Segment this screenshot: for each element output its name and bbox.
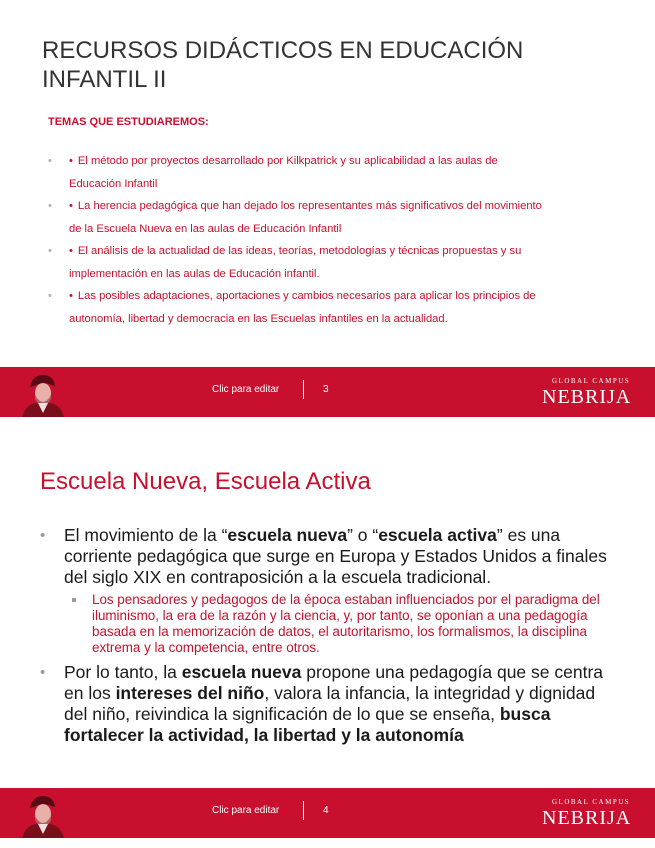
slide-title: RECURSOS DIDÁCTICOS EN EDUCACIÓN INFANTIL II <box>42 37 524 93</box>
list-item: • • El análisis de la actualidad de las ideas, teorías, metodologías y técnicas propuestas y su implementación en las aulas de Educación infantil. <box>48 240 623 285</box>
bullet-icon: • <box>69 290 73 302</box>
sub-paragraph: Los pensadores y pedagogos de la época estaban influenciados por el paradigma del iluminismo, la era de la razón y la ciencia, y, por tanto, se oponían a una pedagogía basada en la memorización de datos, el autoritarismo, los formalismos, la disciplina extrema y la competencia, entre otros. <box>40 592 620 656</box>
brand-tagline: GLOBAL CAMPUS <box>552 377 631 385</box>
edit-placeholder[interactable]: Clic para editar <box>212 384 280 395</box>
paragraph: • Por lo tanto, la escuela nueva propone una pedagogía que se centra en los intereses del niño, valora la infancia, la integridad y dignidad del niño, reivindica la significación de lo que se enseña, busca fortalecer la actividad, la libertad y la autonomía <box>40 662 604 745</box>
portrait-icon <box>18 790 66 838</box>
brand-logo: NEBRIJA <box>542 386 632 408</box>
slide-body <box>40 525 620 750</box>
slide-footer <box>0 367 655 417</box>
bullet-icon: • <box>48 155 52 167</box>
bullet-icon: • <box>40 527 46 544</box>
slide-4 <box>0 424 655 848</box>
brand-tagline: GLOBAL CAMPUS <box>552 798 631 806</box>
slide-footer <box>0 788 655 838</box>
list-item: • • El método por proyectos desarrollado por Kilkpatrick y su aplicabilidad a las aulas de Educación Infantil <box>48 150 623 195</box>
bullet-icon: • <box>69 245 73 257</box>
slide-3 <box>0 0 655 422</box>
paragraph: • El movimiento de la “escuela nueva” o “escuela activa” es una corriente pedagógica que surge en Europa y Estados Unidos a finales del siglo XIX en contraposición a la escuela tradicional. <box>40 525 607 587</box>
page-number: 3 <box>323 384 329 395</box>
bullet-icon: • <box>69 200 73 212</box>
portrait-icon <box>18 369 66 417</box>
topics-heading: TEMAS QUE ESTUDIAREMOS: <box>48 116 209 128</box>
bullet-icon: • <box>69 155 73 167</box>
list-item: • • Las posibles adaptaciones, aportaciones y cambios necesarios para aplicar los principios de autonomía, libertad y democracia en las Escuelas infantiles en la actualidad. <box>48 285 623 330</box>
topics-list <box>48 150 623 330</box>
slide-title: Escuela Nueva, Escuela Activa <box>40 468 371 495</box>
footer-divider <box>303 380 304 399</box>
bullet-icon: • <box>48 200 52 212</box>
page-number: 4 <box>323 805 329 816</box>
list-item: • • La herencia pedagógica que han dejado los representantes más significativos del movimiento de la Escuela Nueva en las aulas de Educación Infantil <box>48 195 623 240</box>
square-bullet-icon <box>72 598 76 602</box>
brand-logo: NEBRIJA <box>542 807 632 829</box>
bullet-icon: • <box>48 245 52 257</box>
edit-placeholder[interactable]: Clic para editar <box>212 805 280 816</box>
bullet-icon: • <box>40 664 46 681</box>
bullet-icon: • <box>48 290 52 302</box>
footer-divider <box>303 801 304 820</box>
